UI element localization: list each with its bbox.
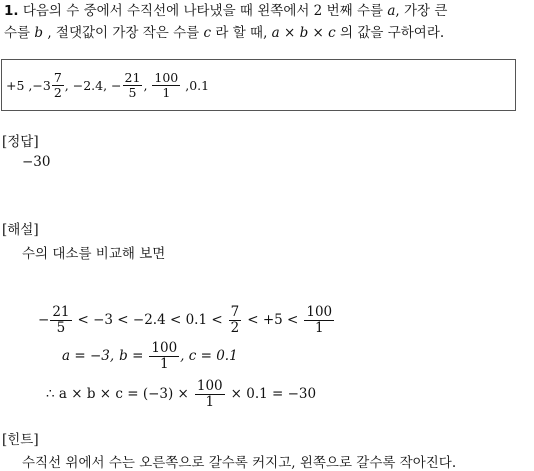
order-equation: − $\frac{21}{5}$ < −3 < −2.4 < 0.1 < $\frac{7}{2}$ < +5 < $\frac{100}{1}$ [38, 303, 333, 336]
question-text: 라 할 때, [215, 25, 268, 41]
var-c: c [203, 25, 212, 41]
expr-abc: a × b × c [271, 25, 336, 41]
fraction: $\frac{100}{1}$ [196, 377, 223, 410]
question-number: 1. [4, 3, 19, 19]
explanation-label: [해설] [2, 222, 39, 238]
question-text: 의 값을 구하여라. [340, 25, 445, 41]
question-text: , 절댓값이 가장 작은 수를 [47, 25, 200, 41]
number-item: −3 [32, 77, 51, 93]
result-equation: ∴ a × b × c = (−3) × $\frac{100}{1}$ × 0.1 = −30 [46, 377, 317, 410]
fraction: $\frac{21}{5}$ [52, 303, 70, 336]
answer-label: [정답] [2, 134, 39, 150]
fraction: $\frac{100}{1}$ [154, 69, 179, 100]
assignment-equation: a = −3, b = $\frac{100}{1}$ , c = 0.1 [62, 339, 238, 372]
fraction: $\frac{7}{2}$ [53, 69, 62, 100]
var-a: a [387, 3, 396, 19]
fraction: $\frac{21}{5}$ [124, 69, 141, 100]
hint-label: [힌트] [2, 432, 39, 448]
fraction: $\frac{100}{1}$ [151, 339, 178, 372]
fraction: $\frac{7}{2}$ [230, 303, 240, 336]
number-item: 0.1 [189, 77, 210, 93]
answer-value: −30 [22, 154, 51, 170]
question-text: 수를 [4, 25, 31, 41]
number-item: +5 [6, 77, 25, 93]
fraction: $\frac{100}{1}$ [306, 303, 333, 336]
var-b: b [34, 25, 44, 41]
explanation-intro: 수의 대소를 비교해 보면 [22, 246, 166, 262]
question-line-1 [4, 0, 447, 22]
number-item: −2.4 [72, 77, 104, 93]
question-line-2 [4, 22, 444, 44]
question-text: 다음의 수 중에서 수직선에 나타냈을 때 왼쪽에서 2 번째 수를 [22, 3, 384, 19]
numbers-list: +5 , −3 $\frac{7}{2}$ , −2.4 , − $\frac{21}{5}$ , $\frac{100}{1}$ , 0.1 [6, 69, 210, 100]
hint-text: 수직선 위에서 수는 오른쪽으로 갈수록 커지고, 왼쪽으로 갈수록 작아진다. [22, 455, 457, 471]
question-text: , 가장 큰 [395, 3, 448, 19]
